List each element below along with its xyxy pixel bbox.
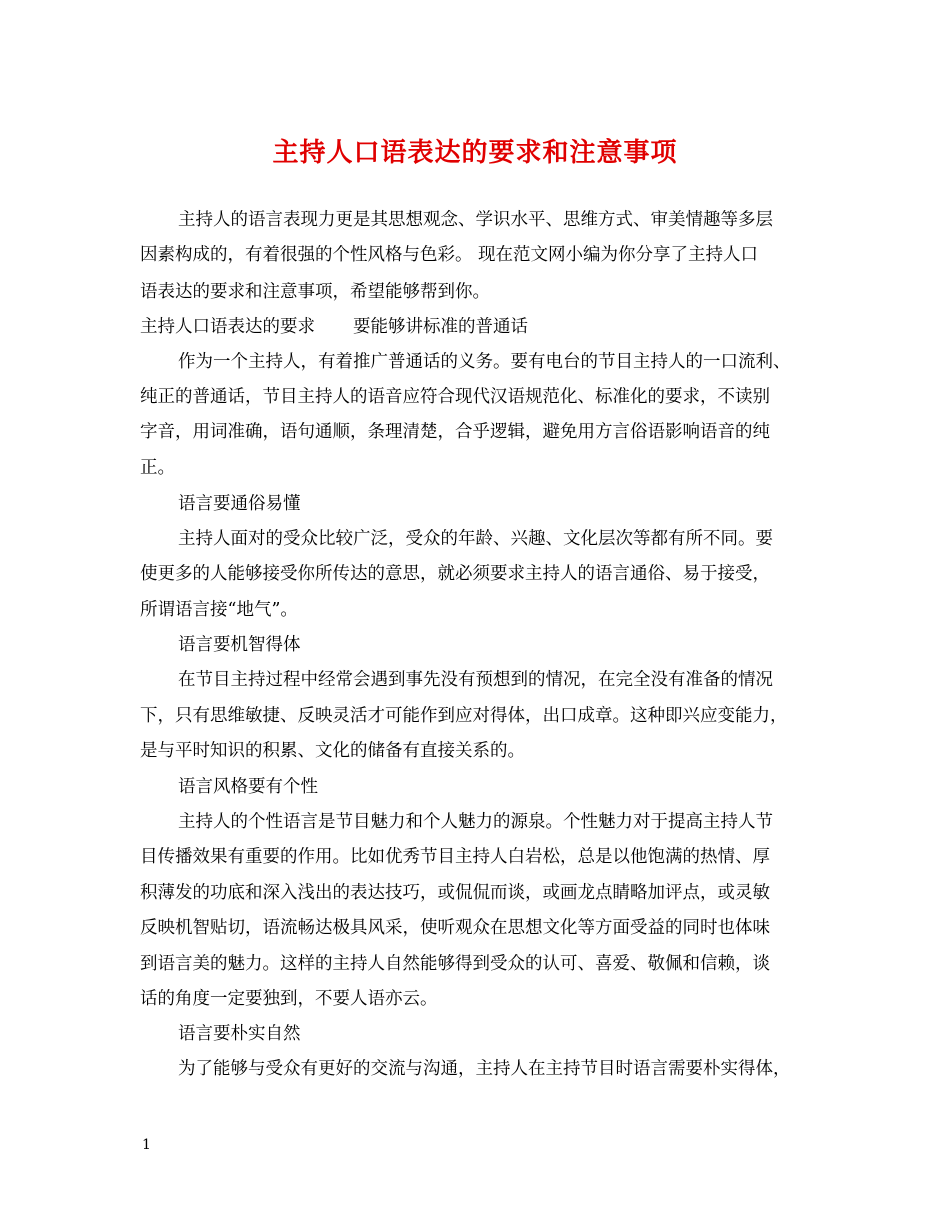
paragraph-line: 主持人面对的受众比较广泛，受众的年龄、兴趣、文化层次等都有所不同。要 — [178, 529, 773, 549]
paragraph-line: 使更多的人能够接受你所传达的意思，就必须要求主持人的语言通俗、易于接受， — [140, 564, 770, 584]
paragraph-line: 语表达的要求和注意事项，希望能够帮到你。 — [140, 282, 490, 302]
paragraph-line: 目传播效果有重要的作用。比如优秀节目主持人白岩松，总是以他饱满的热情、厚 — [140, 847, 770, 867]
paragraph-line: 到语言美的魅力。这样的主持人自然能够得到受众的认可、喜爱、敬佩和信赖，谈 — [140, 954, 770, 974]
subsection-heading: 语言要朴实自然 — [178, 1024, 301, 1044]
subsection-heading: 语言风格要有个性 — [178, 777, 318, 797]
paragraph-line: 主持人的个性语言是节目魅力和个人魅力的源泉。个性魅力对于提高主持人节 — [178, 812, 773, 832]
document-title: 主持人口语表达的要求和注意事项 — [272, 138, 678, 168]
subsection-heading: 要能够讲标准的普通话 — [353, 317, 528, 337]
paragraph-line: 是与平时知识的积累、文化的储备有直接关系的。 — [140, 741, 525, 761]
section-heading-line — [140, 315, 528, 339]
paragraph-line: 主持人的语言表现力更是其思想观念、学识水平、思维方式、审美情趣等多层 — [178, 210, 773, 230]
paragraph-line: 纯正的普通话，节目主持人的语音应符合现代汉语规范化、标准化的要求，不读别 — [140, 387, 770, 407]
section-heading: 主持人口语表达的要求 — [140, 317, 315, 337]
subsection-heading: 语言要通俗易懂 — [178, 494, 301, 514]
paragraph-line: 在节目主持过程中经常会遇到事先没有预想到的情况，在完全没有准备的情况 — [178, 670, 773, 690]
paragraph-line: 正。 — [140, 458, 175, 478]
paragraph-line: 反映机智贴切，语流畅达极具风采，使听观众在思想文化等方面受益的同时也体味 — [140, 918, 770, 938]
paragraph-line: 因素构成的，有着很强的个性风格与色彩。 现在范文网小编为你分享了主持人口 — [140, 245, 759, 265]
paragraph-line: 字音，用词准确，语句通顺，条理清楚，合乎逻辑，避免用方言俗语影响语音的纯 — [140, 422, 770, 442]
paragraph-line: 所谓语言接“地气”。 — [140, 600, 298, 620]
paragraph-line: 下，只有思维敏捷、反映灵活才可能作到应对得体，出口成章。这种即兴应变能力， — [140, 706, 788, 726]
page-number: 1 — [142, 1137, 151, 1153]
paragraph-line: 为了能够与受众有更好的交流与沟通，主持人在主持节目时语言需要朴实得体， — [178, 1059, 791, 1079]
subsection-heading: 语言要机智得体 — [178, 635, 301, 655]
paragraph-line: 作为一个主持人，有着推广普通话的义务。要有电台的节目主持人的一口流利、 — [178, 352, 791, 372]
paragraph-line: 话的角度一定要独到，不要人语亦云。 — [140, 989, 438, 1009]
paragraph-line: 积薄发的功底和深入浅出的表达技巧，或侃侃而谈，或画龙点睛略加评点，或灵敏 — [140, 883, 770, 903]
